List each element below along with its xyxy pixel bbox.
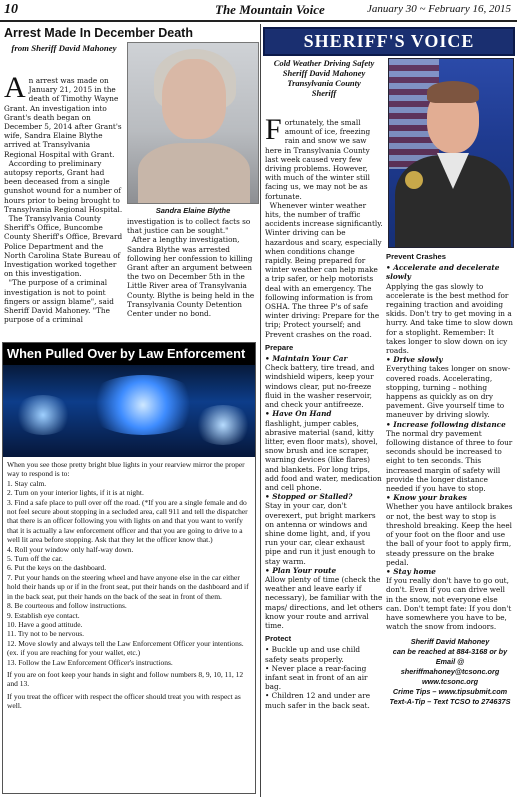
subtitle-line: Transylvania County [287, 78, 361, 88]
item-text: Check battery, tire tread, and windshield wipers, keep your windows clear, put no-freeze fluid in the washer reservoir, and check your antifreeze. [265, 363, 375, 410]
list-item: • Children 12 and under are much safer in the back seat. [265, 691, 371, 710]
sheriff-photo [388, 58, 514, 248]
item-text: Stay in your car, don't overexert, put bright markers on antenna or windows and shine dome light, and, if you run your car, clear exhaust pipe and run it just enough to stay warm. [265, 501, 376, 566]
item-label: • Accelerate and decelerate slowly [386, 263, 500, 282]
subtitle-line: Cold Weather Driving Safety [273, 58, 375, 68]
list-item: 6. Put the keys on the dashboard. [7, 563, 107, 573]
list-item: 8. Be courteous and follow instructions. [7, 601, 127, 611]
list-item: 4. Roll your window only half-way down. [7, 544, 134, 554]
item-label: • Know your brakes [386, 493, 467, 503]
page-number: 10 [4, 2, 18, 17]
list-item: 12. Move slowly and always tell the Law Enforcement Officer your intentions. (ex. if you are reaching for your wallet, etc.) [7, 638, 244, 658]
item-text: The normal dry pavement following distance of three to four seconds should be increased to eight to ten seconds. This increased margin of safety will provide the longer distance needed if you have to stop. [386, 428, 513, 494]
paragraph: "The purpose of a criminal investigation is not to point fingers or assign blame", said Sheriff David Mahoney. "The purpose of a criminal [4, 278, 114, 325]
subtitle-line: Sheriff [311, 88, 337, 98]
photo-caption: Sandra Elaine Blythe [155, 206, 231, 215]
drop-cap: A [4, 71, 26, 104]
signature-line: Text-A-Tip – Text TCSO to 274637S [389, 697, 511, 707]
police-lights-image [3, 365, 255, 457]
item-label: • Maintain Your Car [265, 354, 348, 364]
item-label: • Stopped or Stalled? [265, 492, 353, 502]
paragraph: n arrest was made on January 21, 2015 in the death of Timothy Wayne Grant. An investigation into Grant's death began on December 5, 2014 after Grant's wife, Sandra Elaine Blythe arrived at Transylvania Regional Hospital with Grant. [4, 76, 122, 159]
closing-text: If you are on foot keep your hands in sight and follow numbers 8, 9, 10, 11, 12 and 13. [7, 669, 244, 689]
sheriff-signature [386, 637, 514, 707]
sheriffs-voice-banner: SHERIFF'S VOICE [263, 27, 515, 56]
paragraph: investigation is to collect facts so that justice can be sought." [127, 217, 251, 236]
signature-line: Sheriff David Mahoney [410, 637, 490, 647]
item-label: • Plan Your route [265, 565, 337, 575]
box-title: When Pulled Over by Law Enforcement [3, 343, 255, 365]
item-text: Everything takes longer on snow-covered roads. Accelerating, stopping, turning – nothing happens as quickly as on dry pavement. Give yourself time to maneuver by driving slowly. [386, 364, 511, 420]
list-item: • Buckle up and use child safety seats properly. [265, 645, 361, 664]
list-item: 3. Find a safe place to pull over off the road. (*If you are a single female and do not feel secure about stopping in a secluded area, call 911 and tell the dispatcher that there is an officer following you with lights on and that you want to verify that it is actually a law enforcement officer and that you are going to drive to a well lit area before stopping. Ask that they let the officer know that.) [7, 497, 248, 545]
list-item: 13. Follow the Law Enforcement Officer's instructions. [7, 657, 173, 667]
column-divider [260, 24, 261, 797]
list-item: 11. Try not to be nervous. [7, 629, 85, 639]
paragraph: The Transylvania County Sheriff's Office, Buncombe County Sheriff's Office, Brevard Police Department and the North Carolina State Bureau of Investigation worked together on this investigation. [4, 214, 123, 279]
list-item: • Never place a rear-facing infant seat in front of an air bag. [265, 663, 368, 692]
suspect-photo [127, 42, 259, 204]
drop-cap: F [265, 113, 282, 146]
closing-text: If you treat the officer with respect the officer should treat you with respect as well. [7, 691, 241, 711]
section-heading: Protect [265, 634, 292, 644]
item-text: Whether you have antilock brakes or not, the best way to stop is threshold breaking. Keep the heel of your foot on the floor and use the ball of your foot to apply firm, steady pressure on the brake pedal. [386, 502, 513, 567]
item-label: • Increase following distance [386, 419, 506, 429]
arrest-byline: from Sheriff David Mahoney [11, 43, 117, 53]
issue-date: January 30 ~ February 16, 2015 [366, 3, 511, 15]
item-text: flashlight, jumper cables, abrasive material (sand, kitty litter, even floor mats), shovel, snow brush and ice scraper, warning devices (like flares) and blankets. For long trips, add food and water, medication and cell phone. [265, 418, 382, 492]
section-heading: Prepare [265, 342, 294, 352]
intro-text: When you see those pretty bright blue lights in your rearview mirror the proper way to respond is to: [7, 460, 245, 479]
list-item: 5. Turn off the car. [7, 554, 63, 564]
paragraph: Whenever winter weather hits, the number of traffic accidents increase significantly. Winter driving can be hazardous and scary, especially when conditions change rapidly. Being prepared for winter weather can help make a trip safer, or help motorists deal with an emergency. The following information is from OSHA. The three P's of safe winter driving: Prepare for the trip; Protect yourself; and Prevent crashes on the road. [265, 200, 383, 339]
masthead: The Mountain Voice [215, 2, 325, 17]
website-link[interactable]: www.tcsonc.org [421, 677, 479, 687]
list-item: 7. Put your hands on the steering wheel and have anyone else in the car either hold their hands up or if in the front seat, put their hands on the dashboard and if in the back seat, put their hands on the back of the seat in front of them. [7, 572, 249, 601]
arrest-column-2 [127, 217, 257, 318]
item-text: Applying the gas slowly to accelerate is the best method for regaining traction and avoiding skids. Don't try to get moving in a hurry. And take time to slow down for a stoplight. Remember: It takes longer to slow down on icy roads. [386, 281, 513, 356]
item-label: • Stay home [386, 566, 436, 576]
signature-line: can be reached at 884-3168 or by [392, 647, 508, 657]
page-header [0, 0, 517, 22]
item-label: • Drive slowly [386, 355, 443, 365]
email-link[interactable]: Email @ sheriffmahoney@tcsonc.org [400, 657, 500, 677]
list-item: 2. Turn on your interior lights, if it is at night. [7, 488, 144, 498]
subtitle-line: Sheriff David Mahoney [282, 68, 366, 78]
pulled-over-box [2, 342, 256, 794]
tips-link[interactable]: Crime Tips – www.tipsubmit.com [392, 687, 508, 697]
item-label: • Have On Hand [265, 409, 332, 419]
list-item: 1. Stay calm. [7, 478, 47, 488]
item-text: If you really don't have to go out, don't. Even if you can drive well in the snow, not everyone else can. Don't tempt fate: If you don't have somewhere you have to be, watch the snow from indoors. [386, 576, 512, 632]
paragraph: ortunately, the small amount of ice, freezing rain and snow we saw here in Transylvania County last week caused very few driving problems. However, with much of the winter still facing us, we may not be as fortunate. [265, 118, 371, 201]
paragraph: After a lengthy investigation, Sandra Blythe was arrested following her confession to killing Grant after an argument between the two on December 5th in the Little River area of Transylvania County. Blythe is being held in the Transylvania County Detention Center under no bond. [127, 235, 255, 319]
box-body [3, 457, 255, 714]
item-text: Allow plenty of time (check the weather and leave early if necessary), be familiar with the maps/ directions, and let others know your route and arrival time. [265, 574, 383, 630]
sheriffs-voice-column-2 [386, 252, 514, 707]
arrest-headline: Arrest Made In December Death [4, 26, 193, 40]
list-item: 10. Have a good attitude. [7, 619, 83, 629]
section-heading: Prevent Crashes [386, 252, 446, 261]
paragraph: According to preliminary autopsy reports, Grant had been deceased from a single gunshot wound for a number of hours prior to being brought to Transylvania Regional Hospital. [4, 158, 123, 214]
sheriffs-voice-column-1 [265, 113, 383, 710]
sheriffs-voice-subtitle [263, 58, 385, 98]
list-item: 9. Establish eye contact. [7, 610, 80, 620]
arrest-column-1 [4, 71, 123, 325]
